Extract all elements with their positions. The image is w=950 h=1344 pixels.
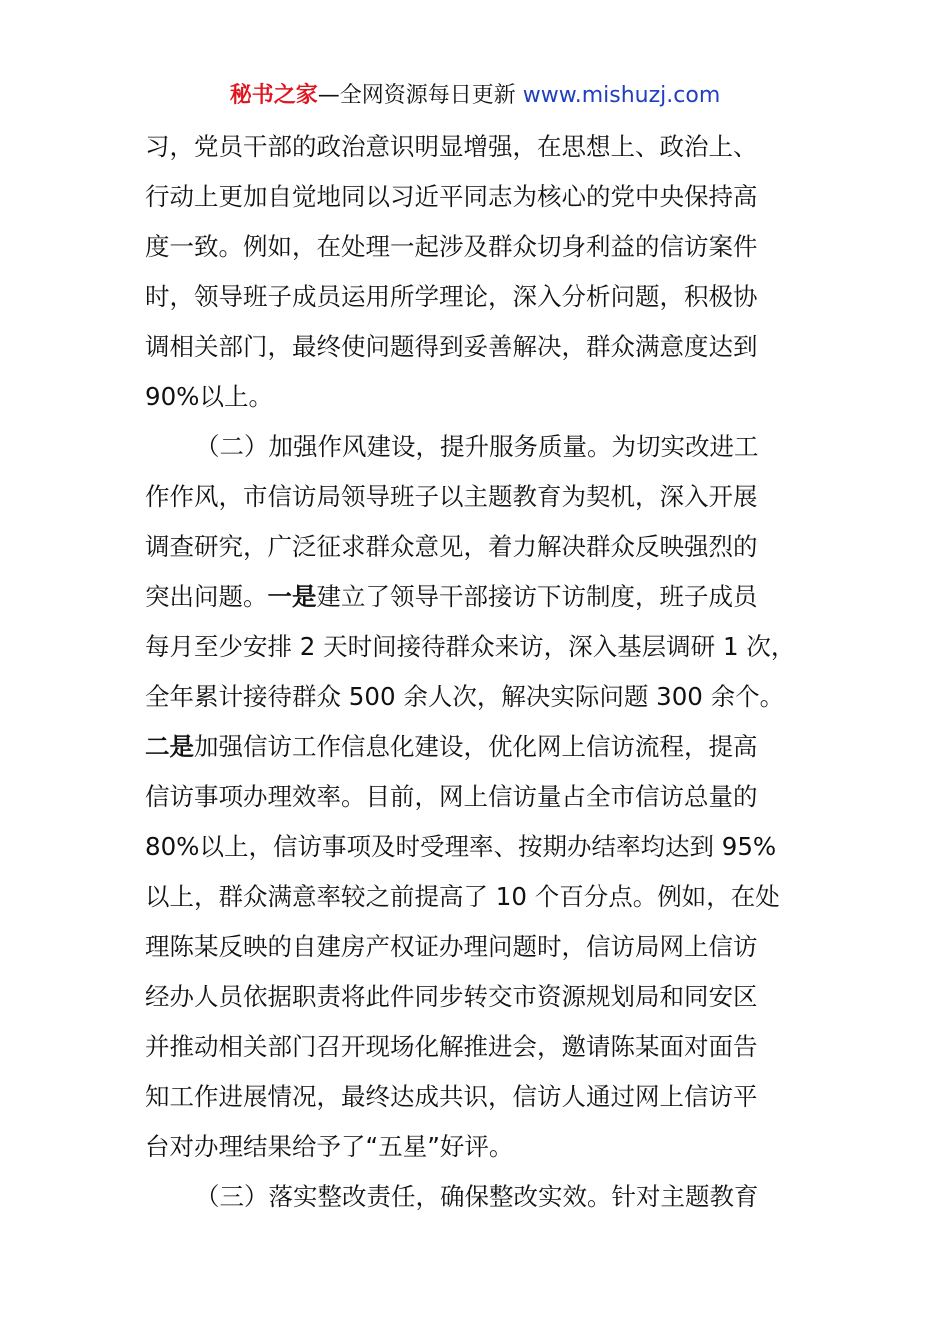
body-line: 并推动相关部门召开现场化解推进会，邀请陈某面对面告 bbox=[145, 1032, 758, 1061]
line-rest: 加强信访工作信息化建设，优化网上信访流程，提高 bbox=[194, 732, 758, 761]
body-line: 信访事项办理效率。目前，网上信访量占全市信访总量的 bbox=[145, 782, 758, 811]
body-line: 全年累计接待群众 500 余人次，解决实际问题 300 余个。 bbox=[145, 682, 785, 711]
header-separator: — bbox=[317, 83, 340, 108]
body-line: 90%以上。 bbox=[145, 382, 273, 411]
body-line bbox=[145, 572, 825, 622]
line-prefix: 突出问题。 bbox=[145, 582, 268, 611]
body-line: 理陈某反映的自建房产权证办理问题时，信访局网上信访 bbox=[145, 932, 758, 961]
body-line: 作作风，市信访局领导班子以主题教育为契机，深入开展 bbox=[145, 482, 758, 511]
bold-marker-second: 二是 bbox=[145, 732, 194, 761]
body-line: 行动上更加自觉地同以习近平同志为核心的党中央保持高 bbox=[145, 182, 758, 211]
body-line: 经办人员依据职责将此件同步转交市资源规划局和同安区 bbox=[145, 982, 758, 1011]
header-tagline: 全网资源每日更新 bbox=[339, 83, 516, 108]
header-url[interactable]: www.mishuzj.com bbox=[522, 83, 721, 108]
body-line: 每月至少安排 2 天时间接待群众来访，深入基层调研 1 次， bbox=[145, 632, 796, 661]
section-heading-line: （二）加强作风建设，提升服务质量。为切实改进工 bbox=[195, 432, 759, 461]
body-line: 时，领导班子成员运用所学理论，深入分析问题，积极协 bbox=[145, 282, 758, 311]
section-heading-line: （三）落实整改责任，确保整改实效。针对主题教育 bbox=[195, 1182, 759, 1211]
document-body bbox=[145, 122, 825, 1222]
body-line: 以上，群众满意率较之前提高了 10 个百分点。例如，在处 bbox=[145, 882, 780, 911]
body-line: 度一致。例如，在处理一起涉及群众切身利益的信访案件 bbox=[145, 232, 758, 261]
body-line: 习，党员干部的政治意识明显增强，在思想上、政治上、 bbox=[145, 132, 758, 161]
body-line: 台对办理结果给予了“五星”好评。 bbox=[145, 1132, 514, 1161]
body-line: 80%以上，信访事项及时受理率、按期办结率均达到 95% bbox=[145, 832, 777, 861]
body-line: 调相关部门，最终使问题得到妥善解决，群众满意度达到 bbox=[145, 332, 758, 361]
body-line: 知工作进展情况，最终达成共识，信访人通过网上信访平 bbox=[145, 1082, 758, 1111]
bold-marker-first: 一是 bbox=[267, 582, 317, 611]
header-brand: 秘书之家 bbox=[229, 83, 318, 108]
body-line: 调查研究，广泛征求群众意见，着力解决群众反映强烈的 bbox=[145, 532, 758, 561]
page-header bbox=[0, 80, 950, 112]
line-rest: 建立了领导干部接访下访制度，班子成员 bbox=[316, 582, 758, 611]
body-line bbox=[145, 722, 825, 772]
